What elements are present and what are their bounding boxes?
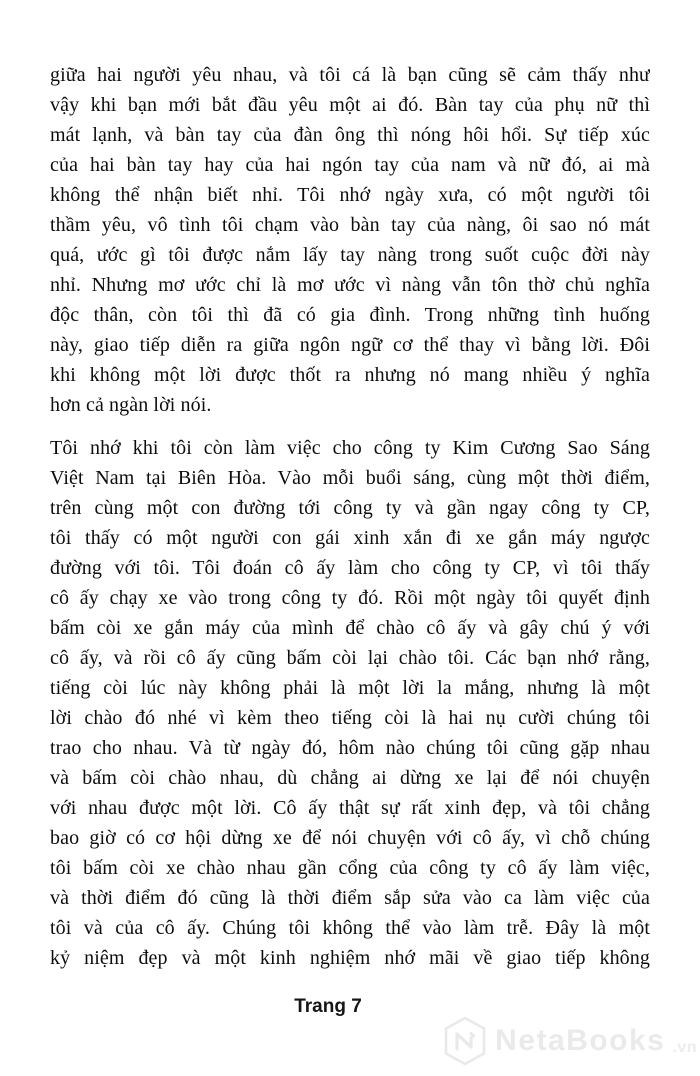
text-line: bao giờ có cơ hội dừng xe để nói chuyện với cô ấy, vì chỗ chúng bbox=[50, 827, 650, 849]
text-line: giữa hai người yêu nhau, và tôi cá là bạn cũng sẽ cảm thấy như bbox=[50, 64, 650, 86]
watermark-domain-suffix: .vn bbox=[672, 1039, 697, 1056]
text-line: độc thân, còn tôi thì đã có gia đình. Trong những tình huống bbox=[50, 304, 650, 326]
text-line: tiếng còi lúc này không phải là một lời la mắng, nhưng là một bbox=[50, 677, 650, 699]
text-line: này, giao tiếp diễn ra giữa ngôn ngữ cơ thể thay vì bằng lời. Đôi bbox=[50, 334, 650, 356]
text-line: bấm còi xe gắn máy của mình để chào cô ấy và gây chú ý với bbox=[50, 617, 650, 639]
text-line: Việt Nam tại Biên Hòa. Vào mỗi buổi sáng, cùng một thời điểm, bbox=[50, 467, 650, 489]
text-line: mát lạnh, và bàn tay của đàn ông thì nóng hôi hổi. Sự tiếp xúc bbox=[50, 124, 650, 146]
text-line: tôi bấm còi xe chào nhau gần cổng của công ty cô ấy làm việc, bbox=[50, 857, 650, 879]
text-line: thầm yêu, vô tình tôi chạm vào bàn tay của nàng, ôi sao nó mát bbox=[50, 214, 650, 236]
text-line: trao cho nhau. Và từ ngày đó, hôm nào chúng tôi cũng gặp nhau bbox=[50, 737, 650, 759]
text-line: vậy khi bạn mới bắt đầu yêu một ai đó. Bàn tay của phụ nữ thì bbox=[50, 94, 650, 116]
text-line: lời chào đó nhé vì kèm theo tiếng còi là hai nụ cười chúng tôi bbox=[50, 707, 650, 729]
text-line: không thể nhận biết nhỉ. Tôi nhớ ngày xưa, có một người tôi bbox=[50, 184, 650, 206]
text-line: khi không một lời được thốt ra nhưng nó mang nhiều ý nghĩa bbox=[50, 364, 650, 386]
text-line: nhỉ. Nhưng mơ ước chỉ là mơ ước vì nàng vẫn tôn thờ chủ nghĩa bbox=[50, 274, 650, 296]
page-number: Trang 7 bbox=[294, 996, 362, 1017]
netabooks-watermark bbox=[442, 1016, 697, 1066]
text-line: trên cùng một con đường tới công ty và gần ngay công ty CP, bbox=[50, 497, 650, 519]
text-line: quá, ước gì tôi được nắm lấy tay nàng trong suốt cuộc đời này bbox=[50, 244, 650, 266]
text-line: kỷ niệm đẹp và một kinh nghiệm nhớ mãi về giao tiếp không bbox=[50, 947, 650, 969]
text-line: hơn cả ngàn lời nói. bbox=[50, 394, 212, 416]
text-line: cô ấy chạy xe vào trong công ty đó. Rồi một ngày tôi quyết định bbox=[50, 587, 650, 609]
text-line: với nhau được một lời. Cô ấy thật sự rất xinh đẹp, và tôi chẳng bbox=[50, 797, 650, 819]
text-line: đường với tôi. Tôi đoán cô ấy làm cho công ty CP, vì tôi thấy bbox=[50, 557, 650, 579]
netabooks-hexagon-n-icon bbox=[442, 1016, 488, 1066]
text-line: tôi thấy có một người con gái xinh xắn đi xe gắn máy ngược bbox=[50, 527, 650, 549]
paragraph bbox=[50, 433, 650, 973]
text-line: tôi và của cô ấy. Chúng tôi không thể vào làm trễ. Đây là một bbox=[50, 917, 650, 939]
text-line: Tôi nhớ khi tôi còn làm việc cho công ty Kim Cương Sao Sáng bbox=[50, 437, 650, 459]
text-line: và thời điểm đó cũng là thời điểm sắp sửa vào ca làm việc của bbox=[50, 887, 650, 909]
watermark-brand-text: NetaBooks bbox=[495, 1024, 666, 1057]
page-body-text bbox=[50, 60, 650, 986]
text-line: của hai bàn tay hay của hai ngón tay của nam và nữ đó, ai mà bbox=[50, 154, 650, 176]
text-line: và bấm còi chào nhau, dù chẳng ai dừng xe lại để nói chuyện bbox=[50, 767, 650, 789]
paragraph bbox=[50, 60, 650, 420]
text-line: cô ấy, và rồi cô ấy cũng bấm còi lại chào tôi. Các bạn nhớ rằng, bbox=[50, 647, 650, 669]
